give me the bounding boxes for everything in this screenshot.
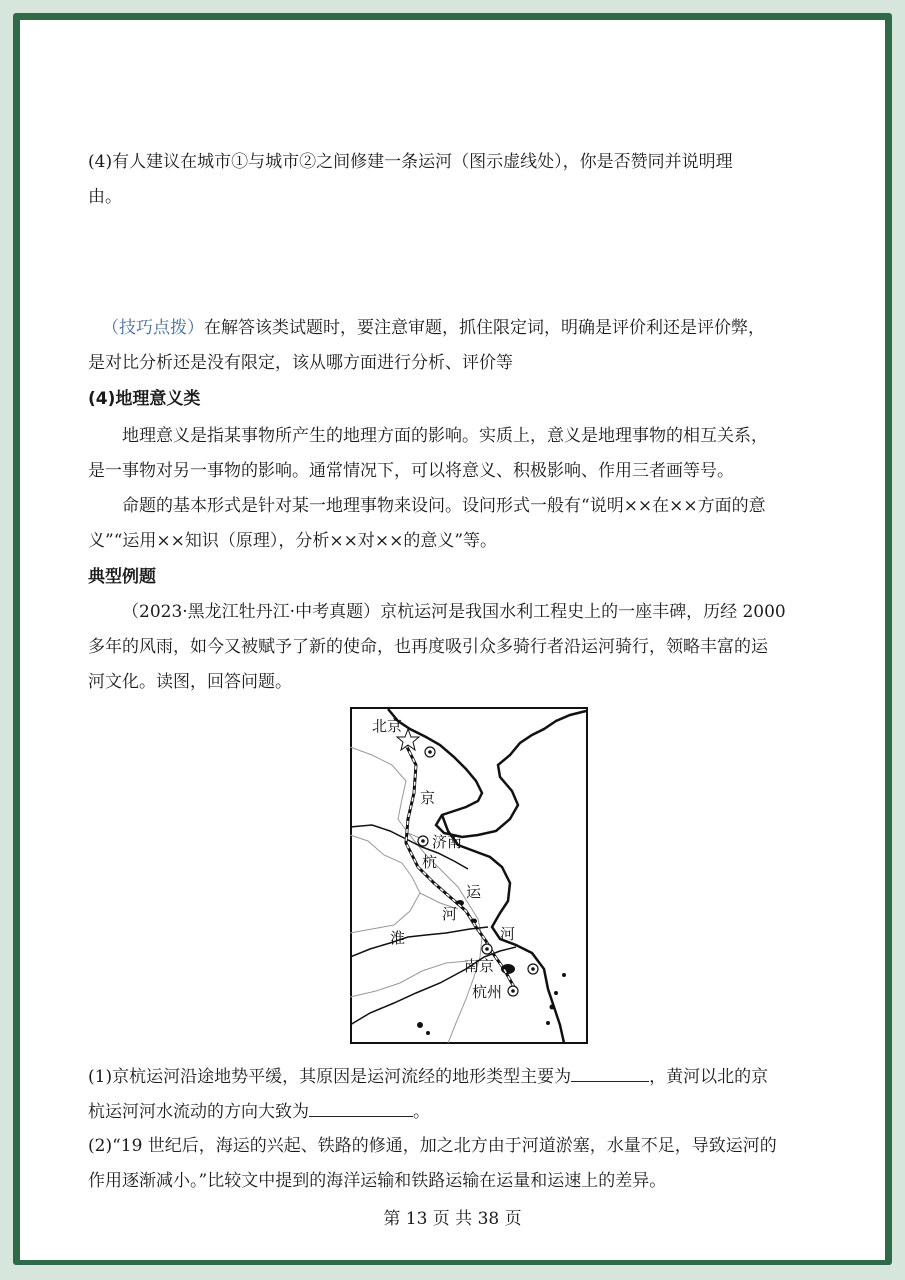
q1-text-c: 杭运河河水流动的方向大致为	[88, 1102, 309, 1122]
question4-line1: (4)有人建议在城市①与城市②之间修建一条运河（图示虚线处），你是否赞同并说明理	[88, 152, 733, 172]
tip-text: 在解答该类试题时，要注意审题，抓住限定词，明确是评价利还是评价弊，	[204, 318, 765, 338]
map-frame	[351, 708, 587, 1043]
answer-blank-1[interactable]	[571, 1065, 649, 1082]
para2-line1: 命题的基本形式是针对某一地理事物来设问。设问形式一般有“说明××在××方面的意	[122, 496, 766, 516]
island	[550, 1005, 555, 1010]
island	[562, 973, 566, 977]
para2-line2: 义”“运用××知识（原理），分析××对××的意义”等。	[88, 531, 498, 551]
example-heading: 典型例题	[88, 567, 156, 587]
island	[426, 1031, 430, 1035]
example-line3: 河文化。读图，回答问题。	[88, 672, 292, 692]
para1-line2: 是一事物对另一事物的影响。通常情况下，可以将意义、积极影响、作用三者画等号。	[88, 461, 734, 481]
label-yun: 运	[466, 883, 482, 901]
example-line2: 多年的风雨，如今又被赋予了新的使命，也再度吸引众多骑行者沿运河骑行，领略丰富的运	[88, 637, 768, 657]
q2-line2: 作用逐渐减小。”比较文中提到的海洋运输和铁路运输在运量和运速上的差异。	[88, 1171, 667, 1191]
label-hangzhou: 杭州	[472, 983, 503, 1001]
map-figure	[350, 707, 588, 1044]
q2-line1: (2)“19 世纪后，海运的兴起、铁路的修通，加之北方由于河道淤塞，水量不足，导致运河的	[88, 1136, 777, 1156]
label-nanjing: 南京	[464, 957, 495, 975]
grand-canal-map	[350, 707, 588, 1044]
label-huai: 淮	[390, 929, 406, 947]
label-he1: 河	[442, 905, 458, 923]
label-he2: 河	[500, 925, 516, 943]
island	[417, 1022, 423, 1028]
tip-paragraph	[102, 317, 765, 339]
label-beijing: 北京	[372, 717, 403, 735]
label-jinan: 济南	[432, 833, 463, 851]
q1-line2	[88, 1100, 430, 1123]
q1-text-b: ，黄河以北的京	[649, 1067, 769, 1087]
q1-line1	[88, 1065, 768, 1088]
question4-line2: 由。	[88, 187, 122, 207]
q1-text-d: 。	[413, 1102, 430, 1122]
section-heading: (4)地理意义类	[88, 389, 201, 409]
para1-line1: 地理意义是指某事物所产生的地理方面的影响。实质上，意义是地理事物的相互关系，	[122, 426, 768, 446]
page-footer: 第 13 页 共 38 页	[383, 1209, 522, 1229]
label-jing: 京	[420, 789, 436, 807]
example-line1: （2023·黑龙江牡丹江·中考真题）京杭运河是我国水利工程史上的一座丰碑，历经 2000	[122, 602, 786, 622]
tip-label: （技巧点拨）	[102, 318, 204, 338]
island	[546, 1021, 550, 1025]
answer-blank-2[interactable]	[309, 1100, 413, 1117]
island	[554, 991, 558, 995]
tip-line2: 是对比分析还是没有限定，该从哪方面进行分析、评价等	[88, 353, 513, 373]
q1-text-a: (1)京杭运河沿途地势平缓，其原因是运河流经的地形类型主要为	[88, 1067, 572, 1087]
label-hang: 杭	[422, 853, 438, 871]
